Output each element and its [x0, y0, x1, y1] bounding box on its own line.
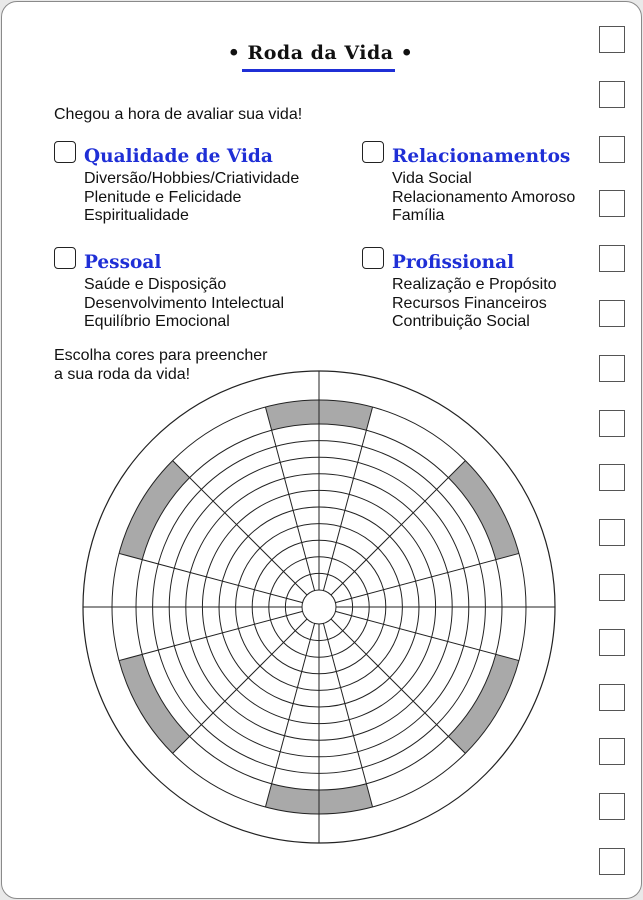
- side-checkbox[interactable]: [599, 26, 625, 53]
- category-item: Contribuição Social: [392, 313, 530, 331]
- side-checkbox[interactable]: [599, 848, 625, 875]
- side-checkbox[interactable]: [599, 410, 625, 437]
- page-title: • Roda da Vida •: [227, 42, 414, 64]
- category-item: Equilíbrio Emocional: [84, 313, 230, 331]
- instruction-line: a sua roda da vida!: [54, 366, 191, 383]
- side-checkbox[interactable]: [599, 190, 625, 217]
- side-checkbox[interactable]: [599, 738, 625, 765]
- side-checkbox[interactable]: [599, 300, 625, 327]
- category-heading: Pessoal: [84, 252, 162, 273]
- intro-text: Chegou a hora de avaliar sua vida!: [54, 106, 303, 123]
- category-heading: Qualidade de Vida: [84, 146, 273, 167]
- side-checkbox[interactable]: [599, 684, 625, 711]
- category-item: Saúde e Disposição: [84, 276, 227, 293]
- category-item: Recursos Financeiros: [392, 294, 547, 312]
- category-item: Plenitude e Felicidade: [84, 188, 242, 206]
- category-item: Diversão/Hobbies/Criatividade: [84, 170, 300, 187]
- side-checkbox[interactable]: [599, 574, 625, 601]
- side-checkbox[interactable]: [599, 136, 625, 163]
- side-checkbox[interactable]: [599, 519, 625, 546]
- category-item: Vida Social: [392, 170, 472, 187]
- category-item: Realização e Propósito: [392, 276, 557, 293]
- category-item: Espiritualidade: [84, 207, 189, 225]
- side-checkbox[interactable]: [599, 245, 625, 272]
- side-checkbox[interactable]: [599, 355, 625, 382]
- side-checkbox[interactable]: [599, 629, 625, 656]
- side-checkbox[interactable]: [599, 464, 625, 491]
- category-item: Família: [392, 207, 445, 225]
- worksheet-page: [1, 1, 642, 899]
- wheel-hub: [302, 590, 336, 624]
- life-wheel[interactable]: [2, 2, 641, 898]
- category-item: Desenvolvimento Intelectual: [84, 294, 285, 312]
- side-checkbox[interactable]: [599, 81, 625, 108]
- category-heading: Profissional: [392, 252, 515, 273]
- category-item: Relacionamento Amoroso: [392, 188, 576, 206]
- side-checkbox[interactable]: [599, 793, 625, 820]
- instruction-line: Escolha cores para preencher: [54, 347, 268, 364]
- category-heading: Relacionamentos: [392, 146, 571, 167]
